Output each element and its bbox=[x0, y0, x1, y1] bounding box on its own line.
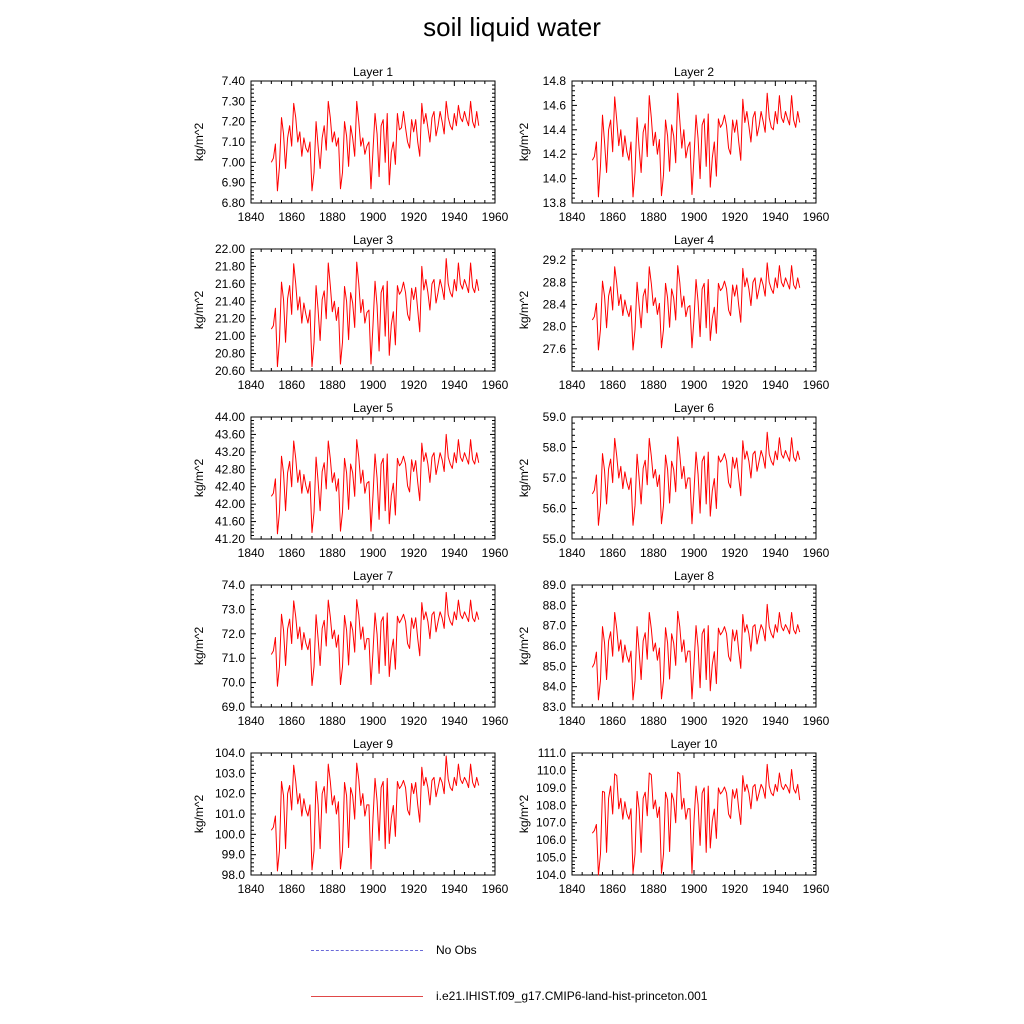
y-tick-label: 85.0 bbox=[542, 659, 566, 674]
series-line bbox=[271, 592, 478, 686]
x-tick-label: 1920 bbox=[721, 210, 749, 224]
x-tick-label: 1840 bbox=[558, 546, 586, 560]
x-tick-label: 1880 bbox=[639, 546, 667, 560]
y-tick-label: 21.00 bbox=[214, 329, 245, 344]
y-tick-label: 14.0 bbox=[542, 171, 566, 186]
y-axis-label: kg/m^2 bbox=[517, 458, 531, 498]
y-tick-label: 102.0 bbox=[214, 786, 245, 801]
x-tick-label: 1920 bbox=[400, 714, 428, 728]
y-tick-label: 103.0 bbox=[214, 766, 245, 781]
x-tick-label: 1960 bbox=[481, 546, 509, 560]
series-line bbox=[592, 93, 799, 197]
x-tick-label: 1920 bbox=[400, 546, 428, 560]
y-axis-label: kg/m^2 bbox=[192, 794, 206, 834]
panel-title: Layer 9 bbox=[352, 737, 394, 751]
x-tick-label: 1860 bbox=[599, 546, 627, 560]
y-tick-label: 71.0 bbox=[221, 651, 245, 666]
x-tick-label: 1880 bbox=[639, 210, 667, 224]
y-tick-label: 72.0 bbox=[221, 626, 245, 641]
x-tick-label: 1920 bbox=[721, 378, 749, 392]
x-tick-label: 1880 bbox=[639, 378, 667, 392]
y-tick-label: 13.8 bbox=[542, 196, 566, 210]
y-tick-label: 101.0 bbox=[214, 807, 245, 821]
y-tick-label: 105.0 bbox=[535, 850, 566, 865]
plot-frame bbox=[572, 417, 816, 539]
y-tick-label: 69.0 bbox=[221, 700, 245, 714]
x-tick-label: 1880 bbox=[318, 210, 346, 224]
y-tick-label: 20.80 bbox=[214, 346, 245, 361]
x-tick-label: 1880 bbox=[639, 882, 667, 896]
y-tick-label: 73.0 bbox=[221, 602, 245, 617]
y-tick-label: 104.0 bbox=[535, 868, 566, 882]
x-tick-label: 1960 bbox=[802, 714, 830, 728]
y-tick-label: 83.0 bbox=[542, 700, 566, 714]
x-tick-label: 1940 bbox=[761, 210, 789, 224]
panel-title: Layer 10 bbox=[670, 737, 718, 751]
x-tick-label: 1840 bbox=[237, 210, 265, 224]
panel-layer-3 bbox=[192, 233, 509, 392]
y-tick-label: 89.0 bbox=[542, 578, 566, 592]
panel-title: Layer 6 bbox=[673, 401, 715, 415]
y-tick-label: 111.0 bbox=[537, 746, 566, 760]
panel-layer-10 bbox=[517, 737, 830, 896]
x-tick-label: 1940 bbox=[761, 546, 789, 560]
legend-no-obs-label: No Obs bbox=[436, 943, 477, 957]
legend-model-label: i.e21.IHIST.f09_g17.CMIP6-land-hist-princeton.001 bbox=[436, 989, 708, 1003]
panel-layer-1 bbox=[192, 65, 509, 224]
y-tick-label: 57.0 bbox=[542, 471, 566, 485]
panel-title: Layer 7 bbox=[352, 569, 394, 583]
y-tick-label: 7.00 bbox=[221, 155, 245, 170]
panel-title: Layer 8 bbox=[673, 569, 715, 583]
x-tick-label: 1940 bbox=[440, 546, 468, 560]
x-tick-label: 1880 bbox=[318, 714, 346, 728]
y-tick-label: 7.20 bbox=[221, 114, 245, 129]
y-tick-label: 43.20 bbox=[214, 444, 245, 459]
y-tick-label: 7.30 bbox=[221, 94, 245, 109]
panel-title: Layer 4 bbox=[673, 233, 715, 247]
y-axis-label: kg/m^2 bbox=[517, 122, 531, 162]
y-tick-label: 42.00 bbox=[214, 497, 245, 512]
y-axis-label: kg/m^2 bbox=[517, 794, 531, 834]
y-tick-label: 29.2 bbox=[542, 253, 566, 268]
y-tick-label: 7.10 bbox=[221, 135, 245, 149]
x-tick-label: 1840 bbox=[558, 378, 586, 392]
series-line bbox=[271, 259, 478, 367]
y-axis-label: kg/m^2 bbox=[192, 122, 206, 162]
x-tick-label: 1840 bbox=[237, 546, 265, 560]
x-tick-label: 1960 bbox=[481, 210, 509, 224]
x-tick-label: 1860 bbox=[278, 378, 306, 392]
y-axis-label: kg/m^2 bbox=[192, 626, 206, 666]
x-tick-label: 1940 bbox=[761, 882, 789, 896]
y-tick-label: 28.0 bbox=[542, 319, 566, 334]
x-tick-label: 1880 bbox=[639, 714, 667, 728]
y-tick-label: 87.0 bbox=[542, 618, 566, 633]
series-line bbox=[271, 756, 478, 871]
panel-layer-6 bbox=[517, 401, 830, 560]
x-tick-label: 1840 bbox=[237, 882, 265, 896]
series-line bbox=[592, 263, 799, 350]
x-tick-label: 1940 bbox=[440, 210, 468, 224]
y-axis-label: kg/m^2 bbox=[517, 290, 531, 330]
x-tick-label: 1920 bbox=[721, 882, 749, 896]
y-tick-label: 14.4 bbox=[542, 122, 566, 137]
series-line bbox=[592, 432, 799, 525]
series-line bbox=[271, 434, 478, 533]
x-tick-label: 1900 bbox=[680, 210, 708, 224]
x-tick-label: 1920 bbox=[400, 210, 428, 224]
y-axis-label: kg/m^2 bbox=[192, 458, 206, 498]
y-axis-label: kg/m^2 bbox=[517, 626, 531, 666]
y-tick-label: 14.8 bbox=[542, 74, 566, 88]
x-tick-label: 1900 bbox=[680, 882, 708, 896]
y-tick-label: 42.80 bbox=[214, 462, 245, 477]
x-tick-label: 1840 bbox=[237, 378, 265, 392]
panel-title: Layer 3 bbox=[352, 233, 394, 247]
y-tick-label: 22.00 bbox=[214, 242, 245, 256]
y-tick-label: 7.40 bbox=[221, 74, 245, 88]
x-tick-label: 1860 bbox=[599, 210, 627, 224]
x-tick-label: 1940 bbox=[440, 882, 468, 896]
y-tick-label: 21.20 bbox=[214, 311, 245, 326]
x-tick-label: 1920 bbox=[721, 714, 749, 728]
y-tick-label: 106.0 bbox=[535, 833, 566, 848]
y-tick-label: 21.60 bbox=[214, 276, 245, 291]
y-tick-label: 41.60 bbox=[214, 514, 245, 529]
y-tick-label: 21.80 bbox=[214, 259, 245, 274]
panel-layer-7 bbox=[192, 569, 509, 728]
x-tick-label: 1900 bbox=[680, 714, 708, 728]
x-tick-label: 1940 bbox=[440, 714, 468, 728]
y-tick-label: 56.0 bbox=[542, 501, 566, 516]
x-tick-label: 1960 bbox=[481, 714, 509, 728]
x-tick-label: 1900 bbox=[359, 714, 387, 728]
y-tick-label: 20.60 bbox=[214, 364, 245, 378]
y-tick-label: 99.0 bbox=[221, 847, 245, 862]
y-tick-label: 88.0 bbox=[542, 598, 566, 613]
panel-title: Layer 1 bbox=[352, 65, 394, 79]
x-tick-label: 1960 bbox=[481, 882, 509, 896]
x-tick-label: 1940 bbox=[761, 714, 789, 728]
y-tick-label: 109.0 bbox=[535, 780, 566, 795]
y-tick-label: 98.0 bbox=[221, 868, 245, 882]
x-tick-label: 1880 bbox=[318, 378, 346, 392]
panel-title: Layer 2 bbox=[673, 65, 715, 79]
series-line bbox=[271, 101, 478, 190]
y-tick-label: 14.2 bbox=[542, 147, 566, 162]
x-tick-label: 1900 bbox=[359, 882, 387, 896]
x-tick-label: 1900 bbox=[680, 378, 708, 392]
x-tick-label: 1900 bbox=[359, 378, 387, 392]
x-tick-label: 1860 bbox=[278, 714, 306, 728]
x-tick-label: 1960 bbox=[481, 378, 509, 392]
x-tick-label: 1960 bbox=[802, 378, 830, 392]
y-tick-label: 21.40 bbox=[214, 294, 245, 309]
y-tick-label: 107.0 bbox=[535, 815, 566, 830]
y-tick-label: 104.0 bbox=[214, 746, 245, 760]
x-tick-label: 1860 bbox=[599, 882, 627, 896]
panel-title: Layer 5 bbox=[352, 401, 394, 415]
x-tick-label: 1900 bbox=[680, 546, 708, 560]
x-tick-label: 1860 bbox=[599, 714, 627, 728]
y-tick-label: 58.0 bbox=[542, 440, 566, 455]
x-tick-label: 1920 bbox=[400, 882, 428, 896]
series-line bbox=[592, 604, 799, 700]
y-tick-label: 28.4 bbox=[542, 297, 566, 312]
y-tick-label: 28.8 bbox=[542, 275, 566, 290]
x-tick-label: 1940 bbox=[440, 378, 468, 392]
x-tick-label: 1840 bbox=[558, 210, 586, 224]
chart-title: soil liquid water bbox=[423, 12, 601, 42]
x-tick-label: 1960 bbox=[802, 546, 830, 560]
y-tick-label: 6.90 bbox=[221, 175, 245, 190]
y-tick-label: 27.6 bbox=[542, 341, 566, 356]
x-tick-label: 1920 bbox=[400, 378, 428, 392]
x-tick-label: 1860 bbox=[278, 882, 306, 896]
y-tick-label: 70.0 bbox=[221, 675, 245, 690]
x-tick-label: 1840 bbox=[237, 714, 265, 728]
x-tick-label: 1860 bbox=[278, 546, 306, 560]
y-tick-label: 14.6 bbox=[542, 98, 566, 113]
y-tick-label: 41.20 bbox=[214, 532, 245, 546]
series-line bbox=[592, 764, 799, 875]
y-tick-label: 100.0 bbox=[214, 827, 245, 842]
x-tick-label: 1940 bbox=[761, 378, 789, 392]
panel-layer-8 bbox=[517, 569, 830, 728]
y-tick-label: 108.0 bbox=[535, 798, 566, 813]
x-tick-label: 1900 bbox=[359, 546, 387, 560]
y-tick-label: 55.0 bbox=[542, 532, 566, 546]
x-tick-label: 1840 bbox=[558, 882, 586, 896]
y-axis-label: kg/m^2 bbox=[192, 290, 206, 330]
x-tick-label: 1840 bbox=[558, 714, 586, 728]
panel-layer-4 bbox=[517, 233, 830, 392]
x-tick-label: 1880 bbox=[318, 882, 346, 896]
x-tick-label: 1860 bbox=[278, 210, 306, 224]
panel-layer-2 bbox=[517, 65, 830, 224]
x-tick-label: 1960 bbox=[802, 210, 830, 224]
y-tick-label: 59.0 bbox=[542, 410, 566, 424]
y-tick-label: 6.80 bbox=[221, 196, 245, 210]
y-tick-label: 110.0 bbox=[536, 763, 566, 778]
panel-layer-5 bbox=[192, 401, 509, 560]
y-tick-label: 44.00 bbox=[214, 410, 245, 424]
x-tick-label: 1920 bbox=[721, 546, 749, 560]
y-tick-label: 86.0 bbox=[542, 639, 566, 653]
y-tick-label: 43.60 bbox=[214, 427, 245, 442]
panel-layer-9 bbox=[192, 737, 509, 896]
x-tick-label: 1960 bbox=[802, 882, 830, 896]
y-tick-label: 74.0 bbox=[221, 578, 245, 592]
y-tick-label: 84.0 bbox=[542, 679, 566, 694]
y-tick-label: 42.40 bbox=[214, 479, 245, 494]
x-tick-label: 1900 bbox=[359, 210, 387, 224]
x-tick-label: 1880 bbox=[318, 546, 346, 560]
x-tick-label: 1860 bbox=[599, 378, 627, 392]
